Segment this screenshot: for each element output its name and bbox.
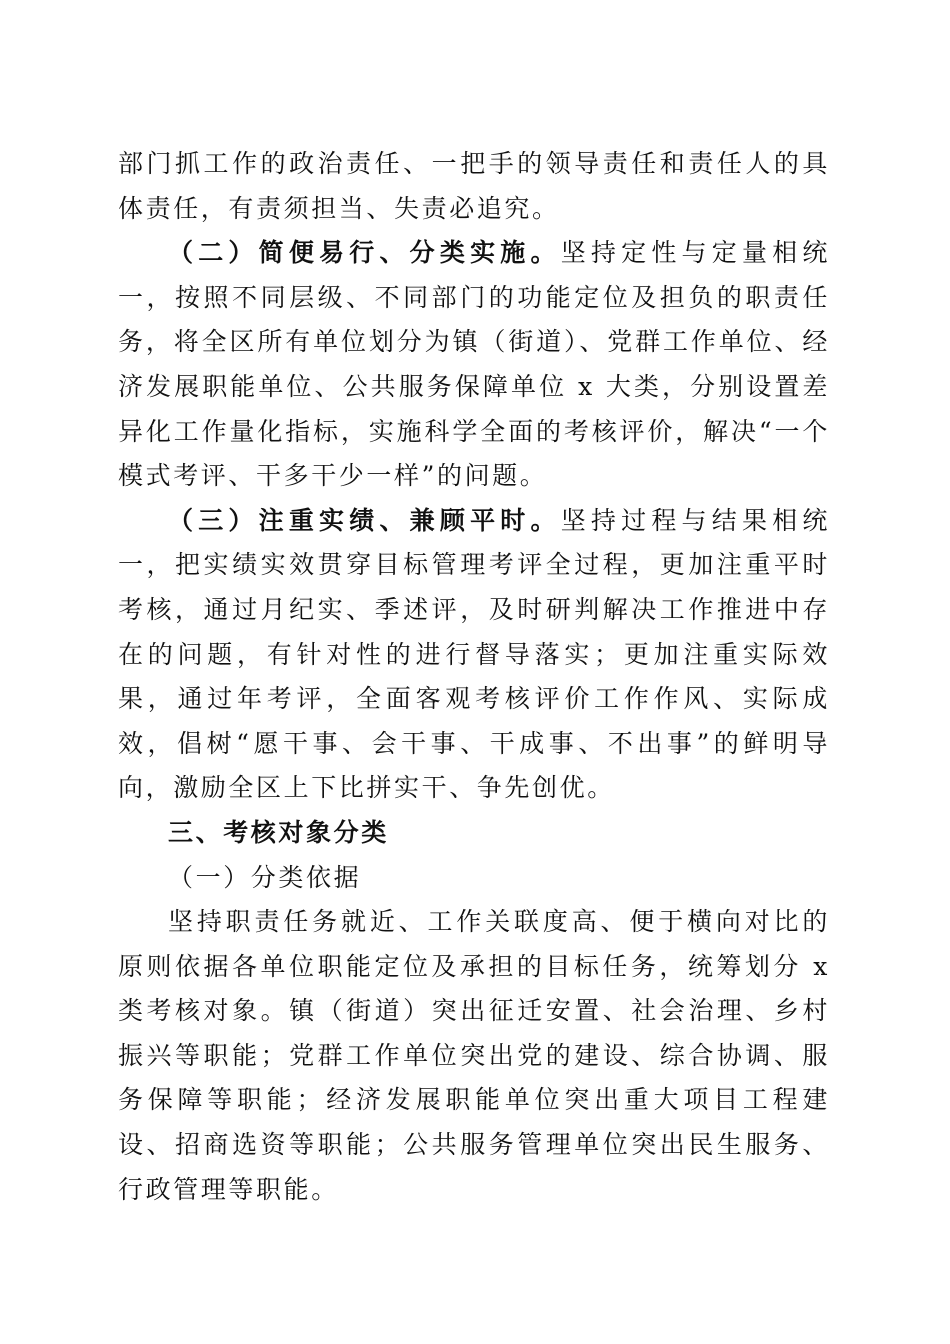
section-heading-assessment-objects: 三、考核对象分类 — [168, 817, 389, 847]
paragraph-body-focus-results: 坚持过程与结果相统一，把实绩实效贯穿目标管理考评全过程，更加注重平时考核，通过月纪实、季述评，及时研判解决工作推进中存在的问题，有针对性的进行督导落实；更加注重实际效果，通过年考评，全面客观考核评价工作作风、实际成效，倡树“愿干事、会干事、干成事、不出事”的鲜明导向，激励全区上下比拼实干、争先创优。 — [118, 505, 830, 803]
paragraph-body-simple-classified: 坚持定性与定量相统一，按照不同层级、不同部门的功能定位及担负的职责任务，将全区所有单位划分为镇（街道）、党群工作单位、经济发展职能单位、公共服务保障单位 x 大类，分别设置差异化工作量化指标，实施科学全面的考核评价，解决“一个模式考评、干多干少一样”的问题。 — [118, 238, 830, 491]
paragraph-simple-classified — [118, 231, 830, 499]
document-page — [118, 142, 830, 1212]
paragraph-lead-focus-results: （三）注重实绩、兼顾平时。 — [168, 505, 561, 535]
paragraph-classification-basis: 坚持职责任务就近、工作关联度高、便于横向对比的原则依据各单位职能定位及承担的目标任务，统筹划分 x 类考核对象。镇（街道）突出征迁安置、社会治理、乡村振兴等职能；党群工作单位突出党的建设、综合协调、服务保障等职能；经济发展职能单位突出重大项目工程建设、招商选资等职能；公共服务管理单位突出民生服务、行政管理等职能。 — [118, 907, 830, 1204]
paragraph-responsibility-continuation: 部门抓工作的政治责任、一把手的领导责任和责任人的具体责任，有责须担当、失责必追究。 — [118, 149, 830, 223]
paragraph-focus-results — [118, 499, 830, 811]
subsection-heading-classification-basis: （一）分类依据 — [168, 862, 362, 892]
paragraph-lead-simple-classified: （二）简便易行、分类实施。 — [168, 238, 561, 268]
